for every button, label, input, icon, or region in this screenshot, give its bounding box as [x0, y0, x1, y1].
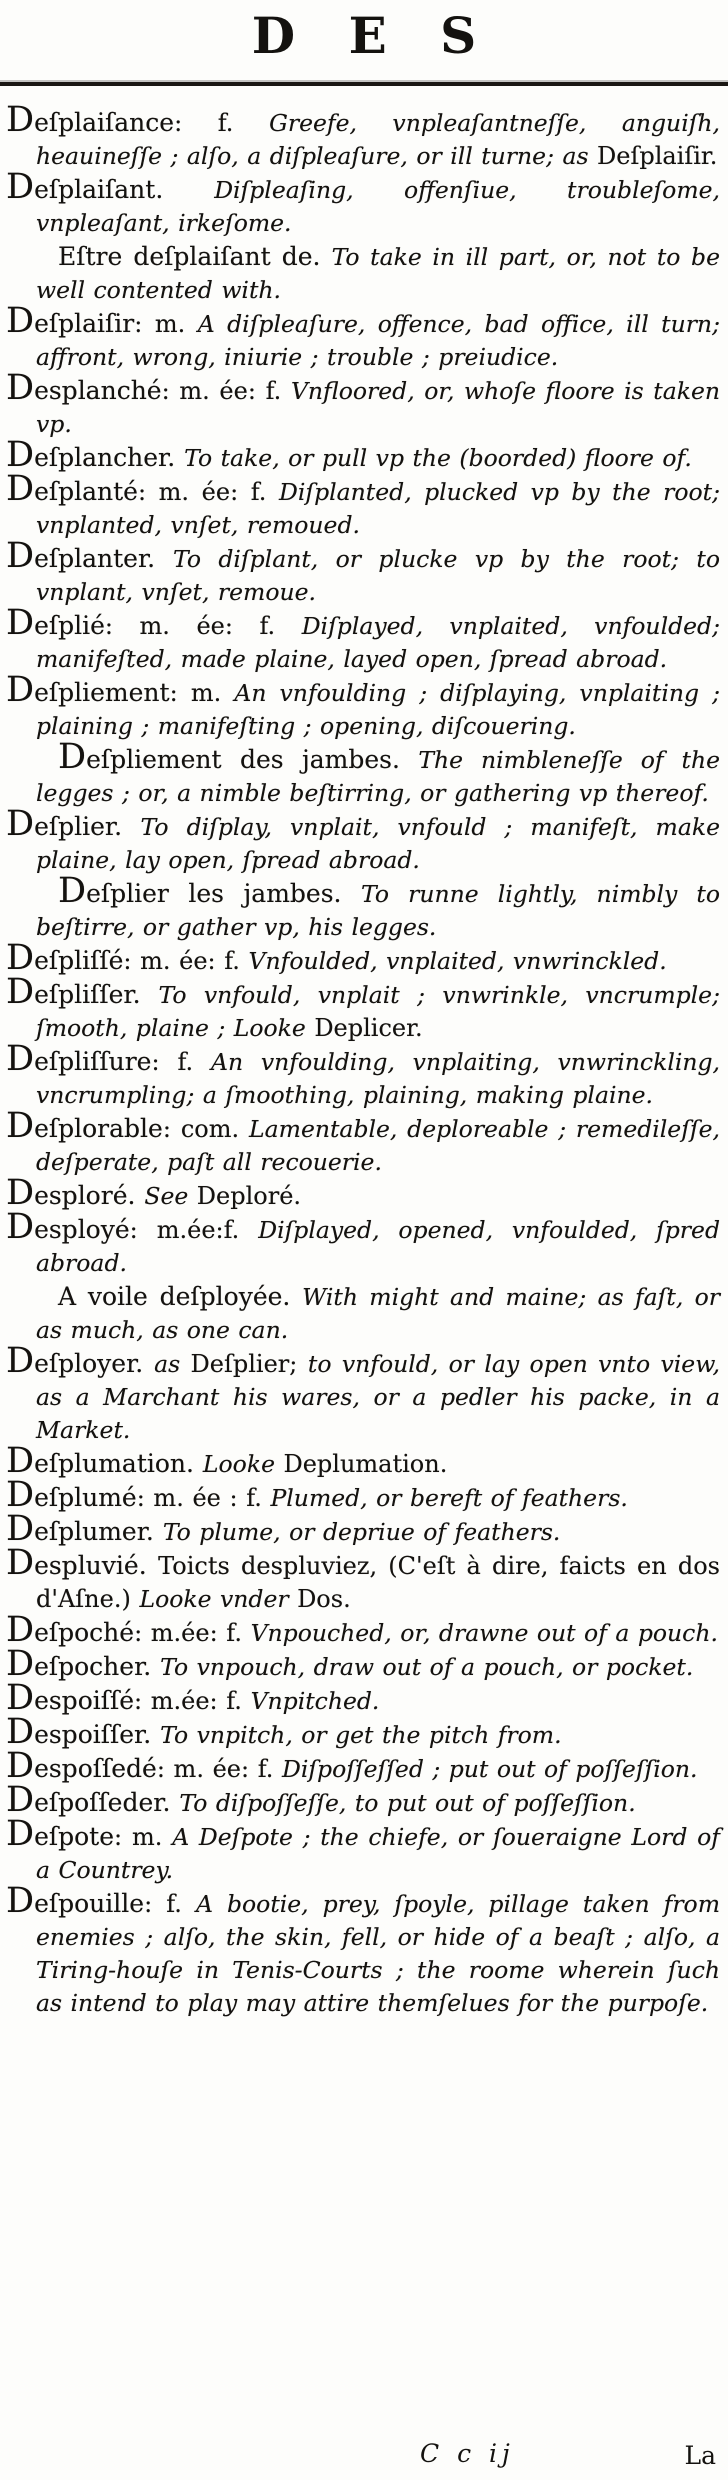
entry-text: Deploré. — [196, 1182, 302, 1210]
dictionary-entry — [6, 469, 720, 542]
entry-headword: Deſpliſſer. — [6, 972, 159, 1012]
headword-initial: D — [6, 1712, 35, 1752]
entry-headword: Deſpoché — [6, 1610, 135, 1650]
entry-text: : f. — [174, 109, 270, 137]
entry-text: Looke vnder — [139, 1585, 298, 1613]
dictionary-entry — [6, 1814, 720, 1887]
headword-initial: D — [6, 1039, 35, 1079]
entry-headword: Deſplumation. — [6, 1441, 203, 1481]
entry-headword: Deſplanter. — [6, 536, 173, 576]
entry-text: An vnfoulding, vnplaiting, vnwrinckling, vncrumpling; a ſmoothing, plaining, making plaine. — [36, 1048, 721, 1109]
dictionary-entry — [6, 1712, 720, 1752]
headword-initial: D — [6, 1475, 35, 1515]
dictionary-entry — [6, 1341, 721, 1447]
headword-initial: D — [6, 1644, 35, 1684]
headword-initial: D — [6, 1543, 35, 1583]
dictionary-entry — [6, 536, 720, 609]
entry-headword: Deſplier les jambes. — [58, 871, 362, 911]
entry-text: : f. — [151, 1048, 211, 1076]
running-head: D E S — [251, 6, 495, 65]
headword-initial: D — [6, 972, 35, 1012]
headword-initial: D — [6, 804, 35, 844]
dictionary-entry — [6, 1780, 720, 1820]
entry-text: Vnpitched. — [250, 1687, 380, 1715]
headword-initial: D — [6, 1441, 35, 1481]
dictionary-entry — [6, 972, 721, 1045]
entry-text: Diſplanted, plucked vp by the root; vnplanted, vnſet, remoued. — [36, 478, 720, 539]
entry-headword: Deſpouille — [6, 1881, 145, 1921]
entry-text: as — [154, 1350, 191, 1378]
page-footer — [0, 2426, 728, 2480]
dictionary-subentry — [6, 240, 720, 307]
entry-text: : m. — [114, 1823, 173, 1851]
entry-headword: Desployé — [6, 1207, 130, 1247]
headword-initial: D — [58, 871, 87, 911]
entry-text: : m.ée: f. — [134, 1619, 251, 1647]
headword-initial: D — [6, 368, 35, 408]
entry-headword: Deſpliement — [6, 670, 170, 710]
headword-initial: D — [6, 1881, 35, 1921]
entry-text: To take in ill part, or, not to be well contented with. — [36, 243, 720, 304]
dictionary-entry — [6, 603, 720, 676]
entry-text: Vnfloored, or, whoſe floore is taken vp. — [36, 377, 720, 438]
dictionary-entry — [6, 435, 720, 475]
entry-headword: Despluvié. — [6, 1543, 159, 1583]
headword-initial: D — [6, 938, 35, 978]
entry-text: Deplicer. — [314, 1014, 423, 1042]
dictionary-subentry — [6, 737, 720, 810]
entry-text: : m. — [134, 310, 198, 338]
entry-headword: Deſployer. — [6, 1341, 155, 1381]
entry-text: Deplumation. — [283, 1450, 448, 1478]
entry-headword: Deſplumé — [6, 1475, 137, 1515]
entry-text: : m. ée: f. — [137, 478, 280, 506]
dictionary-entry — [6, 1746, 720, 1786]
entry-headword: A voile deſployée. — [58, 1282, 303, 1311]
entry-text: To vnpitch, or get the pitch from. — [160, 1721, 562, 1749]
headword-initial: D — [6, 1207, 35, 1247]
headword-initial: D — [6, 536, 35, 576]
entry-headword: Deſplorable — [6, 1106, 163, 1146]
entry-headword: Deſplier. — [6, 804, 141, 844]
headword-initial: D — [6, 435, 35, 475]
headword-initial: D — [6, 1678, 35, 1718]
entry-text: To vnfould, vnplait ; vnwrinkle, vncrumple; ſmooth, plaine ; Looke — [36, 981, 721, 1042]
headword-initial: D — [6, 1173, 35, 1213]
entries — [0, 86, 728, 2426]
entry-text: The nimbleneſſe of the legges ; or, a nimble beſtirring, or gathering vp thereof. — [36, 746, 720, 807]
dictionary-entry — [6, 1039, 721, 1112]
entry-text: : com. — [162, 1115, 250, 1143]
entry-text: Diſplayed, vnplaited, vnfoulded; manifeſted, made plaine, layed open, ſpread abroad. — [36, 612, 720, 673]
entry-text: : m. ée: f. — [156, 1755, 282, 1783]
dictionary-entry — [6, 670, 720, 743]
entry-text: Deſplaiſir. — [597, 142, 718, 170]
dictionary-entry — [6, 1475, 720, 1515]
entry-headword: Deſplancher. — [6, 435, 185, 475]
dictionary-subentry — [6, 1280, 720, 1347]
headword-initial: D — [6, 100, 35, 140]
dictionary-entry — [6, 1678, 720, 1718]
entry-text: With might and maine; as faſt, or as much, as one can. — [36, 1283, 720, 1344]
entry-text: Greefe, vnpleaſantneſſe, anguiſh, heauineſſe ; alſo, a diſpleaſure, or ill turne; as — [36, 109, 721, 170]
headword-initial: D — [6, 1814, 35, 1854]
entry-text: : m. ée: f. — [104, 612, 302, 640]
entry-text: To runne lightly, nimbly to beſtirre, or gather vp, his legges. — [36, 880, 720, 941]
signature-mark: C c ij — [420, 2439, 515, 2468]
headword-initial: D — [6, 1509, 35, 1549]
entry-headword: Deſpote — [6, 1814, 115, 1854]
entry-headword: Deſpocher. — [6, 1644, 161, 1684]
entry-text: To diſplant, or plucke vp by the root; to vnplant, vnſet, remoue. — [36, 545, 720, 606]
dictionary-entry — [6, 100, 721, 173]
entry-text: : m. ée : f. — [136, 1484, 271, 1512]
dictionary-entry — [6, 1441, 720, 1481]
entry-headword: Deſpoſſeder. — [6, 1780, 180, 1820]
entry-text: Diſplayed, opened, vnfoulded, ſpred abroad. — [36, 1216, 720, 1277]
entry-text: : m.ée: f. — [134, 1687, 251, 1715]
headword-initial: D — [6, 469, 35, 509]
entry-headword: Despoiſſé — [6, 1678, 135, 1718]
entry-headword: Despoſſedé — [6, 1746, 157, 1786]
entry-text: To take, or pull vp the (boorded) floore of. — [184, 444, 692, 472]
entry-headword: Desploré. — [6, 1173, 145, 1213]
entry-text: : m. ée: f. — [161, 377, 291, 405]
dictionary-entry — [6, 368, 720, 441]
entry-headword: Deſplaiſant. — [6, 167, 215, 207]
headword-initial: D — [6, 670, 35, 710]
headword-initial: D — [6, 301, 35, 341]
entry-headword: Desplanché — [6, 368, 162, 408]
dictionary-entry — [6, 1207, 720, 1280]
entry-text: Vnfoulded, vnplaited, vnwrinckled. — [248, 947, 667, 975]
headword-initial: D — [6, 1106, 35, 1146]
dictionary-entry — [6, 1644, 720, 1684]
entry-text: : m. — [169, 679, 235, 707]
entry-text: Plumed, or bereft of feathers. — [270, 1484, 628, 1512]
headword-initial: D — [6, 1780, 35, 1820]
entry-text: Vnpouched, or, drawne out of a pouch. — [250, 1619, 718, 1647]
entry-text: To diſpoſſeſſe, to put out of poſſeſſion. — [179, 1789, 636, 1817]
entry-text: Diſpoſſeſſed ; put out of poſſeſſion. — [281, 1755, 698, 1783]
entry-headword: Deſplaiſance — [6, 100, 175, 140]
entry-headword: Eſtre deſplaiſant de. — [58, 242, 332, 271]
entry-text: To vnpouch, draw out of a pouch, or pocket. — [160, 1653, 694, 1681]
dictionary-entry — [6, 804, 720, 877]
dictionary-subentry — [6, 871, 720, 944]
entry-headword: Deſpliſſure — [6, 1039, 152, 1079]
entry-text: A Deſpote ; the chiefe, or ſoueraigne Lord of a Countrey. — [36, 1823, 720, 1884]
entry-text: To plume, or depriue of feathers. — [162, 1518, 561, 1546]
entry-headword: Deſplié — [6, 603, 105, 643]
entry-text: : m.ée:f. — [129, 1216, 259, 1244]
dictionary-entry — [6, 1610, 720, 1650]
entry-text: Dos. — [297, 1585, 351, 1613]
dictionary-entry — [6, 1173, 720, 1213]
headword-initial: D — [6, 1610, 35, 1650]
headword-initial: D — [6, 167, 35, 207]
entry-text: Lamentable, deploreable ; remedileſſe, deſperate, paſt all recouerie. — [36, 1115, 720, 1176]
dictionary-entry — [6, 167, 720, 240]
dictionary-entry — [6, 1509, 720, 1549]
catchword: La — [684, 2441, 716, 2470]
entry-text: An vnfoulding ; diſplaying, vnplaiting ; plaining ; manifeſting ; opening, diſcouering. — [36, 679, 720, 740]
dictionary-entry — [6, 938, 720, 978]
entry-text: A bootie, prey, ſpoyle, pillage taken from enemies ; alſo, the skin, fell, or hide of a beaſt ; alſo, a Tiring-houſe in Tenis-Courts ; the roome wherein ſuch as intend to play may attire themſelues for the purpoſe. — [36, 1890, 720, 2017]
entry-headword: Deſpliſſé — [6, 938, 124, 978]
dictionary-entry — [6, 1881, 720, 2020]
dictionary-entry — [6, 1543, 720, 1616]
entry-headword: Deſplaiſir — [6, 301, 135, 341]
entry-headword: Deſplanté — [6, 469, 138, 509]
headword-initial: D — [6, 603, 35, 643]
entry-text: : f. — [144, 1890, 197, 1918]
entry-text: Diſpleaſing, offenſiue, troubleſome, vnpleaſant, irkeſome. — [36, 176, 720, 237]
headword-initial: D — [6, 1746, 35, 1786]
entry-headword: Despoiſſer. — [6, 1712, 161, 1752]
entry-text: : m. ée: f. — [123, 947, 249, 975]
entry-text: Toicts despluviez, (C'eſt à dire, faicts en dos d'Aſne.) — [36, 1552, 720, 1613]
headword-initial: D — [6, 1341, 35, 1381]
entry-headword: Deſpliement des jambes. — [58, 737, 419, 777]
entry-text: See — [144, 1182, 197, 1210]
entry-text: A diſpleaſure, offence, bad office, ill turn; affront, wrong, iniurie ; trouble ; preiudice. — [36, 310, 720, 371]
entry-text: to vnfould, or lay open vnto view, as a Marchant his wares, or a pedler his packe, in a Market. — [36, 1350, 721, 1444]
entry-headword: Deſplumer. — [6, 1509, 163, 1549]
entry-text: To diſplay, vnplait, vnfould ; manifeſt, make plaine, lay open, ſpread abroad. — [36, 813, 720, 874]
entry-text: Looke — [202, 1450, 284, 1478]
entry-text: Deſplier; — [190, 1350, 308, 1378]
dictionary-entry — [6, 301, 720, 374]
headword-initial: D — [58, 737, 87, 777]
dictionary-entry — [6, 1106, 720, 1179]
